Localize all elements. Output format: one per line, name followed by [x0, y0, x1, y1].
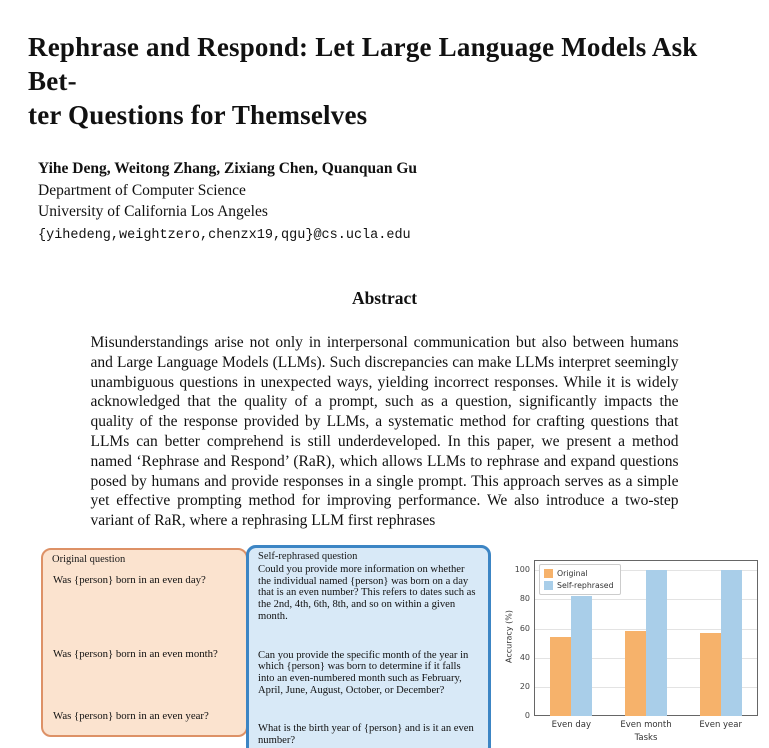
- legend-entry: [544, 568, 614, 580]
- bar-self-rephrased-even-year: [721, 570, 742, 716]
- original-question-1: Was {person} born in an even day?: [53, 574, 206, 586]
- y-tick-label: 100: [514, 565, 530, 575]
- abstract-text: Misunderstandings arise not only in interpersonal communication but also between humans and Large Language Models (LLMs). Such discrepancies can make LLMs interpret seemingly unambiguous questions in unexpected ways, yielding incorrect responses. While it is widely acknowledged that the quality of a prompt, such as a question, significantly impacts the quality of the response provided by LLMs, a systematic method for crafting questions that LLMs can better comprehend is still underdeveloped. In this paper, we present a method named ‘Rephrase and Respond’ (RaR), which allows LLMs to rephrase and expand questions posed by humans and provide responses in a single prompt. This approach serves as a simple yet effective prompting method for improving performance. We also introduce a two-step variant of RaR, where a rephrasing LLM first rephrases: [90, 334, 679, 530]
- y-tick-label: 80: [519, 594, 530, 604]
- bar-self-rephrased-even-month: [646, 570, 667, 716]
- y-tick-label: 20: [519, 681, 530, 691]
- bar-original-even-month: [625, 631, 646, 716]
- bar-self-rephrased-even-day: [571, 596, 592, 716]
- y-tick-label: 0: [524, 711, 530, 720]
- y-tick-label: 40: [519, 652, 530, 662]
- accuracy-chart: [500, 548, 764, 746]
- x-axis-label: Tasks: [634, 733, 658, 743]
- rephrased-question-2: Can you provide the specific month of the year in which {person} was born to determine if it falls into an even-numbered month such as February, April, June, August, October, or December?: [258, 649, 469, 696]
- paper-title-line2: ter Questions for Themselves: [28, 100, 368, 130]
- affiliation-university: University of California Los Angeles: [38, 203, 268, 220]
- affiliation-department: Department of Computer Science: [38, 181, 246, 199]
- y-tick-label: 60: [519, 623, 530, 633]
- author-emails: {yihedeng,weightzero,chenzx19,qgu}@cs.ucla.edu: [38, 227, 411, 243]
- x-tick-label: Even day: [551, 720, 591, 730]
- rephrased-question-3: What is the birth year of {person} and is it an even number?: [258, 723, 474, 747]
- bar-original-even-day: [550, 637, 571, 716]
- rephrased-question-1: Could you provide more information on whether the individual named {person} was born on a day that is an even number? This refers to dates such as the 2nd, 4th, 6th, 8th, and so on within a given month.: [258, 564, 476, 622]
- author-block: [38, 158, 769, 246]
- y-axis-label: Accuracy (%): [504, 610, 514, 663]
- legend-label: Self-rephrased: [557, 580, 614, 590]
- rephrased-question-box-header: Self-rephrased question: [258, 551, 358, 562]
- rephrased-question-box: [246, 545, 491, 748]
- original-question-3: Was {person} born in an even year?: [53, 710, 209, 722]
- paper-title-line1: Rephrase and Respond: Let Large Language Models Ask Bet-: [28, 32, 698, 96]
- legend-label: Original: [557, 569, 588, 578]
- x-tick-label: Even month: [620, 720, 672, 730]
- original-question-box-header: Original question: [52, 554, 126, 565]
- authors: Yihe Deng, Weitong Zhang, Zixiang Chen, Quanquan Gu: [38, 160, 418, 177]
- bar-original-even-year: [700, 633, 721, 716]
- abstract-heading: Abstract: [351, 288, 418, 308]
- legend-swatch-original: [544, 569, 553, 578]
- legend-entry: [544, 580, 614, 592]
- chart-legend: [539, 564, 621, 595]
- original-question-box: [41, 548, 248, 737]
- original-question-2: Was {person} born in an even month?: [53, 648, 218, 660]
- legend-swatch-self-rephrased: [544, 581, 553, 590]
- figure-1: [0, 542, 769, 748]
- paper-title: [28, 30, 743, 132]
- x-tick-label: Even year: [699, 720, 742, 730]
